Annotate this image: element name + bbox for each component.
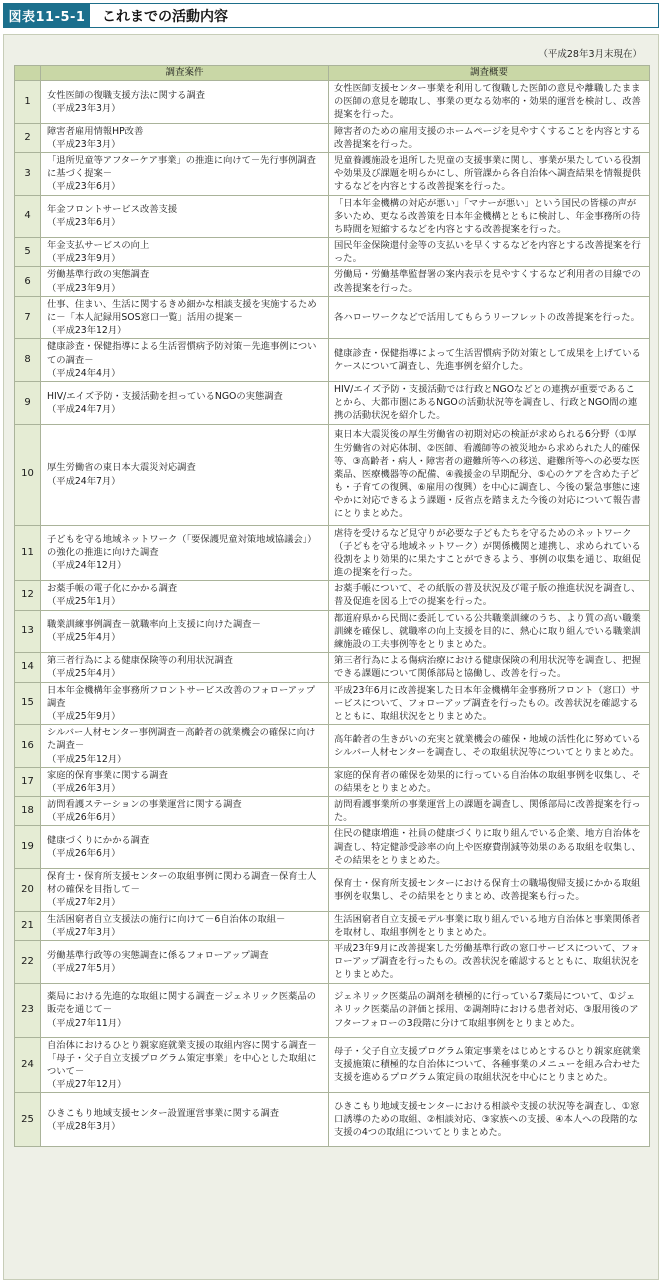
table-row	[15, 940, 650, 983]
row-topic-cell	[41, 725, 329, 768]
row-topic: 職業訓練事例調査－就職率向上支援に向けた調査－	[47, 619, 261, 631]
row-topic-cell	[41, 381, 329, 424]
table-row	[15, 339, 650, 382]
row-topic-cell	[41, 424, 329, 525]
row-number: 23	[15, 983, 41, 1037]
row-summary: お薬手帳について、その紙版の普及状況及び電子版の推進状況を調査し、普及促進を図る上での提案を行った。	[329, 581, 650, 610]
activity-table	[14, 65, 650, 1147]
row-date: （平成23年3月）	[47, 102, 121, 114]
row-date: （平成27年3月）	[47, 926, 121, 938]
row-date: （平成26年6月）	[47, 812, 121, 824]
row-number: 5	[15, 238, 41, 267]
row-date: （平成25年1月）	[47, 596, 121, 608]
table-row	[15, 296, 650, 339]
row-number: 7	[15, 296, 41, 339]
row-topic: 薬局における先進的な取組に関する調査－ジェネリック医薬品の販売を通じて－	[47, 991, 317, 1016]
table-row	[15, 1093, 650, 1147]
row-topic: HIV/エイズ予防・支援活動を担っているNGOの実態調査	[47, 390, 283, 402]
row-date: （平成24年7月）	[47, 475, 121, 487]
table-row	[15, 195, 650, 238]
row-topic: 健康づくりにかかる調査	[47, 835, 150, 847]
row-topic-cell	[41, 911, 329, 940]
row-topic-cell	[41, 797, 329, 826]
row-number: 18	[15, 797, 41, 826]
header-no	[15, 66, 41, 81]
row-date: （平成23年6月）	[47, 217, 121, 229]
row-number: 4	[15, 195, 41, 238]
row-date: （平成28年3月）	[47, 1120, 121, 1132]
row-topic: 年金支払サービスの向上	[47, 240, 150, 252]
table-row	[15, 826, 650, 869]
row-summary: 家庭的保育者の確保を効果的に行っている自治体の取組事例を収集し、その結果をとりまとめた。	[329, 767, 650, 796]
row-topic-cell	[41, 1093, 329, 1147]
row-summary: 保育士・保育所支援センターにおける保育士の職場復帰支援にかかる取組事例を収集し、その結果をとりまとめ、改善提案も行った。	[329, 869, 650, 912]
row-summary: 「日本年金機構の対応が悪い」「マナーが悪い」という国民の皆様の声が多いため、更なる改善策を日本年金機構とともに検討し、年金事務所の待ち時間を短縮するなどを内容とする改善提案を行った。	[329, 195, 650, 238]
row-number: 9	[15, 381, 41, 424]
row-topic-cell	[41, 940, 329, 983]
row-topic-cell	[41, 267, 329, 296]
table-row	[15, 581, 650, 610]
row-topic: 日本年金機構年金事務所フロントサービス改善のフォローアップ調査	[47, 684, 316, 709]
row-topic-cell	[41, 81, 329, 124]
row-topic: 生活困窮者自立支援法の施行に向けて－6自治体の取組－	[47, 913, 286, 925]
row-number: 22	[15, 940, 41, 983]
row-date: （平成25年9月）	[47, 710, 121, 722]
row-date: （平成24年4月）	[47, 367, 121, 379]
row-topic: 仕事、住まい、生活に関するきめ細かな相談支援を実施するために－「本人記録用SOS窓口一覧」活用の提案－	[47, 298, 317, 323]
table-row	[15, 424, 650, 525]
figure-label: 図表11-5-1	[4, 4, 90, 27]
row-date: （平成27年5月）	[47, 962, 121, 974]
row-summary: 東日本大震災後の厚生労働省の初期対応の検証が求められる6分野（①厚生労働省の対応体制、②医師、看護師等の被災地から求められた人的確保等、③高齢者・病人・障害者の避難所等への移送、避難所等への必要な医薬品、医療機器等の配備、④義援金の早期配分、⑤心のケアを含めた子ども・子育ての復興、⑥雇用の復興）を中心に調査し、今後の緊急事態に速やかに対応できるよう課題・反省点を踏まえた今後の対応について報告書にとりまとめた。	[329, 424, 650, 525]
row-topic: 子どもを守る地域ネットワーク（「要保護児童対策地域協議会」）の強化の推進に向けた調査	[47, 534, 317, 559]
row-date: （平成25年12月）	[47, 753, 127, 765]
row-date: （平成24年12月）	[47, 560, 127, 572]
table-body	[15, 81, 650, 1147]
row-topic-cell	[41, 1037, 329, 1093]
row-topic-cell	[41, 195, 329, 238]
row-summary: HIV/エイズ予防・支援活動では行政とNGOなどとの連携が重要であることから、大都市圏にあるNGOの活動状況等を調査し、行政とNGO間の連携の活動状況を紹介した。	[329, 381, 650, 424]
row-topic-cell	[41, 869, 329, 912]
row-date: （平成23年12月）	[47, 325, 127, 337]
row-number: 12	[15, 581, 41, 610]
row-date: （平成27年2月）	[47, 897, 121, 909]
table-row	[15, 525, 650, 581]
row-topic: 自治体におけるひとり親家庭就業支援の取組内容に関する調査－「母子・父子自立支援プログラム策定事業」を中心とした取組について－	[47, 1039, 317, 1077]
row-number: 1	[15, 81, 41, 124]
table-row	[15, 610, 650, 653]
table-row	[15, 152, 650, 195]
row-topic: 健康診査・保健指導による生活習慣病予防対策－先進事例についての調査－	[47, 341, 317, 366]
table-row	[15, 653, 650, 682]
row-date: （平成26年3月）	[47, 782, 121, 794]
figure-header	[3, 3, 659, 28]
row-topic-cell	[41, 525, 329, 581]
row-topic: 「退所児童等アフターケア事業」の推進に向けて－先行事例調査に基づく提案－	[47, 154, 316, 180]
row-topic-cell	[41, 581, 329, 610]
row-summary: 児童養護施設を退所した児童の支援事業に関し、事業が果たしている役割や効果及び課題を明らかにし、所管課から各自治体へ調査結果を情報提供するなどを内容とする改善提案を行った。	[329, 152, 650, 195]
row-summary: 各ハローワークなどで活用してもらうリーフレットの改善提案を行った。	[329, 296, 650, 339]
header-topic: 調査案件	[41, 66, 329, 81]
row-number: 19	[15, 826, 41, 869]
row-summary: 障害者のための雇用支援のホームページを見やすくすることを内容とする改善提案を行った。	[329, 123, 650, 152]
table-row	[15, 797, 650, 826]
row-summary: ひきこもり地域支援センターにおける相談や支援の状況等を調査し、①窓口誘導のための取組、②相談対応、③家族への支援、④本人への段階的な支援の4つの取組についてとりまとめた。	[329, 1093, 650, 1147]
row-date: （平成24年7月）	[47, 403, 121, 415]
table-row	[15, 123, 650, 152]
row-summary: 平成23年6月に改善提案した日本年金機構年金事務所フロント（窓口）サービスについて、フォローアップ調査を行ったもの。改善状況を確認するとともに、取組状況をとりまとめた。	[329, 682, 650, 725]
row-topic: シルバー人材センター事例調査－高齢者の就業機会の確保に向けた調査－	[47, 727, 316, 752]
row-summary: 高年齢者の生きがいの充実と就業機会の確保・地域の活性化に努めているシルバー人材センターを調査し、その取組状況等についてとりまとめた。	[329, 725, 650, 768]
row-date: （平成25年4月）	[47, 632, 121, 644]
table-row	[15, 238, 650, 267]
row-topic-cell	[41, 339, 329, 382]
row-topic-cell	[41, 653, 329, 682]
table-row	[15, 81, 650, 124]
content-panel	[3, 34, 659, 1280]
row-summary: 労働局・労働基準監督署の案内表示を見やすくするなど利用者の目線での改善提案を行った。	[329, 267, 650, 296]
row-summary: 国民年金保険還付金等の支払いを早くするなどを内容とする改善提案を行った。	[329, 238, 650, 267]
table-row	[15, 725, 650, 768]
row-summary: 健康診査・保健指導によって生活習慣病予防対策として成果を上げているケースについて調査し、先進事例を紹介した。	[329, 339, 650, 382]
row-topic: 年金フロントサービス改善支援	[47, 204, 178, 216]
row-topic: 障害者雇用情報HP改善	[47, 125, 144, 137]
table-row	[15, 267, 650, 296]
as-of-date: （平成28年3月末現在）	[538, 49, 642, 60]
row-number: 24	[15, 1037, 41, 1093]
row-number: 10	[15, 424, 41, 525]
row-summary: 住民の健康増進・社員の健康づくりに取り組んでいる企業、地方自治体を調査し、特定健診受診率の向上や医療費削減等効果のある取組を収集し、その結果をとりまとめた。	[329, 826, 650, 869]
row-topic: 労働基準行政の実態調査	[47, 269, 150, 281]
figure-title: これまでの活動内容	[102, 8, 228, 25]
row-summary: 女性医師支援センター事業を利用して復職した医師の意見や離職したままの医師の意見を聴取し、事業の更なる効率的・効果的運営を検討し、改善提案を行った。	[329, 81, 650, 124]
row-summary: ジェネリック医薬品の調剤を積極的に行っている7薬局について、①ジェネリック医薬品の評価と採用、②調剤時における患者対応、③服用後のアフターフォローの3段階に分けて取組事例をとりまとめた。	[329, 983, 650, 1037]
header-summary: 調査概要	[329, 66, 650, 81]
row-topic-cell	[41, 296, 329, 339]
table-row	[15, 911, 650, 940]
row-number: 25	[15, 1093, 41, 1147]
row-number: 6	[15, 267, 41, 296]
row-date: （平成25年4月）	[47, 668, 121, 680]
row-summary: 第三者行為による傷病治療における健康保険の利用状況等を調査し、把握できる課題について関係部局と協働し、改善を行った。	[329, 653, 650, 682]
row-date: （平成26年6月）	[47, 848, 121, 860]
row-number: 20	[15, 869, 41, 912]
row-date: （平成27年11月）	[47, 1017, 127, 1029]
row-topic: 訪問看護ステーションの事業運営に関する調査	[47, 799, 242, 811]
table-row	[15, 767, 650, 796]
row-date: （平成23年3月）	[47, 138, 121, 150]
row-date: （平成23年6月）	[47, 181, 121, 193]
row-topic-cell	[41, 682, 329, 725]
table-row	[15, 983, 650, 1037]
row-topic: お薬手帳の電子化にかかる調査	[47, 583, 178, 595]
row-topic-cell	[41, 238, 329, 267]
row-number: 2	[15, 123, 41, 152]
row-topic: ひきこもり地域支援センター設置運営事業に関する調査	[47, 1107, 280, 1119]
table-row	[15, 1037, 650, 1093]
row-topic-cell	[41, 123, 329, 152]
table-header-row	[15, 66, 650, 81]
row-summary: 平成23年9月に改善提案した労働基準行政の窓口サービスについて、フォローアップ調査を行ったもの。改善状況を確認するとともに、取組状況をとりまとめた。	[329, 940, 650, 983]
row-date: （平成27年12月）	[47, 1079, 127, 1091]
row-number: 16	[15, 725, 41, 768]
row-date: （平成23年9月）	[47, 253, 121, 265]
row-topic: 女性医師の復職支援方法に関する調査	[47, 89, 206, 101]
row-summary: 生活困窮者自立支援モデル事業に取り組んでいる地方自治体と事業関係者を取材し、取組事例をとりまとめた。	[329, 911, 650, 940]
table-row	[15, 682, 650, 725]
row-summary: 訪問看護事業所の事業運営上の課題を調査し、関係部局に改善提案を行った。	[329, 797, 650, 826]
row-topic-cell	[41, 610, 329, 653]
row-number: 13	[15, 610, 41, 653]
row-number: 14	[15, 653, 41, 682]
row-topic-cell	[41, 152, 329, 195]
row-topic-cell	[41, 767, 329, 796]
row-number: 11	[15, 525, 41, 581]
row-topic-cell	[41, 826, 329, 869]
table-row	[15, 381, 650, 424]
row-number: 8	[15, 339, 41, 382]
row-topic: 第三者行為による健康保険等の利用状況調査	[47, 655, 233, 667]
row-topic: 家庭的保育事業に関する調査	[47, 769, 168, 781]
row-number: 3	[15, 152, 41, 195]
row-topic: 保育士・保育所支援センターの取組事例に関わる調査－保育士人材の確保を目指して－	[47, 871, 317, 896]
row-date: （平成23年9月）	[47, 282, 121, 294]
table-row	[15, 869, 650, 912]
row-number: 15	[15, 682, 41, 725]
row-topic: 厚生労働省の東日本大震災対応調査	[47, 462, 196, 474]
row-number: 21	[15, 911, 41, 940]
row-summary: 母子・父子自立支援プログラム策定事業をはじめとするひとり親家庭就業支援施策に積極的な自治体について、各種事業のメニューを組み合わせた支援を進めるプログラム策定員の取組状況を中心にとりまとめた。	[329, 1037, 650, 1093]
row-summary: 虐待を受けるなど見守りが必要な子どもたちを守るためのネットワーク（子どもを守る地域ネットワーク）が関係機関と連携し、求められている役割をより効果的に果たすことができるよう、事例の収集を通じ、取組促進の提案を行った。	[329, 525, 650, 581]
row-topic: 労働基準行政等の実態調査に係るフォローアップ調査	[47, 949, 269, 961]
row-summary: 都道府県から民間に委託している公共職業訓練のうち、より質の高い職業訓練を確保し、就職率の向上支援を目的に、熱心に取り組んでいる職業訓練施設の工夫事例等をとりまとめた。	[329, 610, 650, 653]
row-topic-cell	[41, 983, 329, 1037]
row-number: 17	[15, 767, 41, 796]
